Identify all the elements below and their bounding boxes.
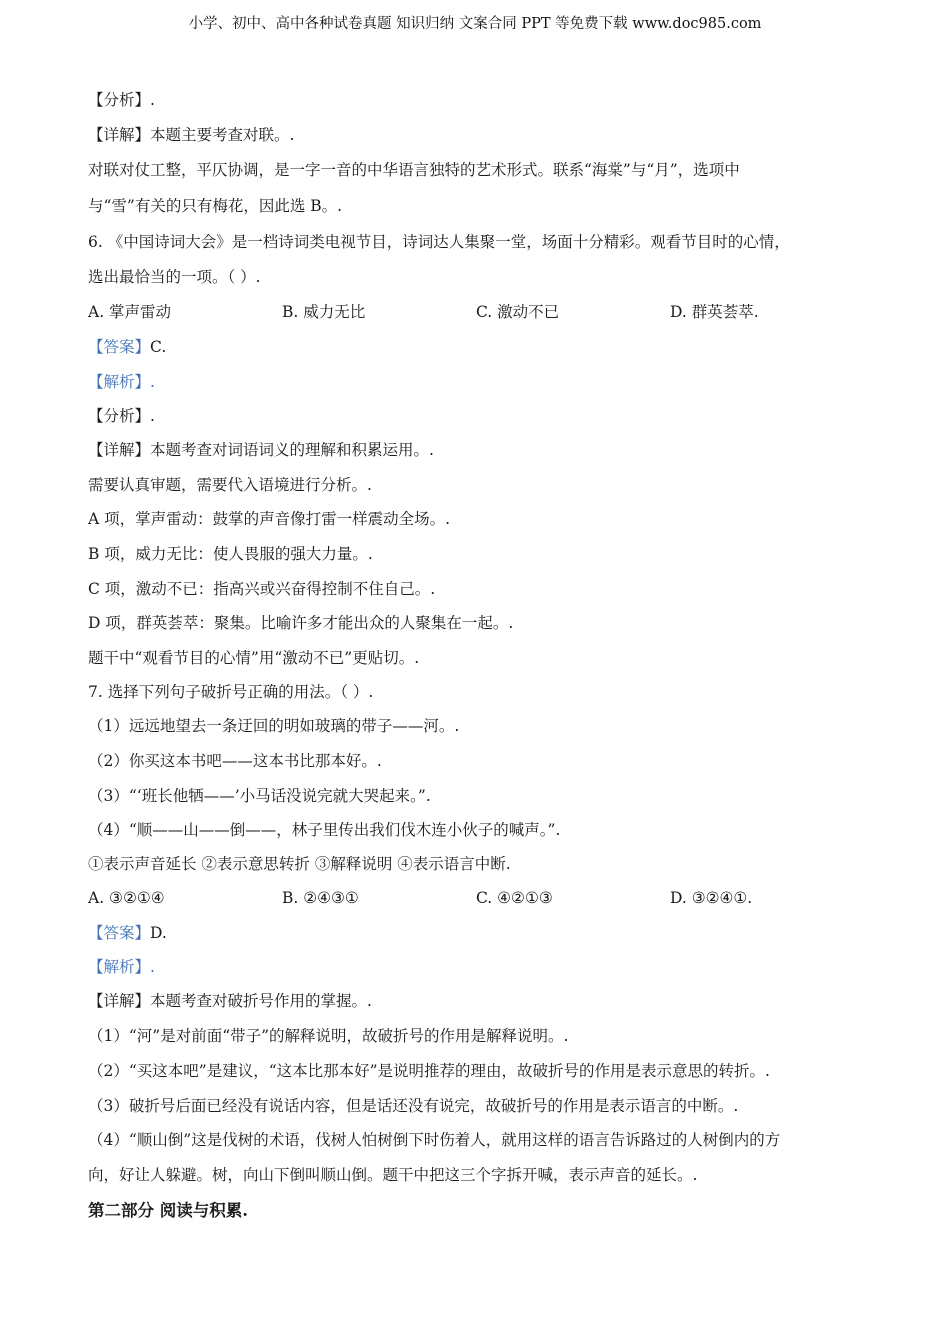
q6-analysis-line-5: D 项，群英荟萃：聚集。比喻许多才能出众的人聚集在一起。. (88, 614, 514, 632)
q7-answer-label: 【答案】 (88, 924, 151, 942)
q6-xiangjie: 【详解】本题考查对词语词义的理解和积累运用。. (88, 441, 434, 459)
page-header: 小学、初中、高中各种试卷真题 知识归纳 文案合同 PPT 等免费下载 www.doc985.com (188, 16, 762, 32)
q7-stem: 7. 选择下列句子破折号正确的用法。（ ）. (88, 683, 374, 701)
q6-option-c: C. 激动不已 (476, 303, 560, 321)
q6-analysis-line-6: 题干中“观看节目的心情”用“激动不已”更贴切。. (88, 649, 420, 667)
q7-xiangjie: 【详解】本题考查对破折号作用的掌握。. (88, 992, 372, 1010)
q7-options (88, 888, 868, 908)
q7-option-a: A. ③②①④ (88, 889, 165, 907)
q6-analysis-line-4: C 项，激动不已：指高兴或兴奋得控制不住自己。. (88, 580, 436, 598)
q6-analysis-line-2: A 项，掌声雷动：鼓掌的声音像打雷一样震动全场。. (88, 510, 451, 528)
q6-analysis-line-3: B 项，威力无比：使人畏服的强大力量。. (88, 545, 373, 563)
section-heading: 第二部分 阅读与积累. (88, 1201, 248, 1220)
q7-answer-value: D. (150, 924, 167, 942)
q7-option-c: C. ④②①③ (476, 889, 553, 907)
q6-options (88, 302, 868, 322)
q6-answer (88, 337, 166, 357)
q7-jiexi: 【解析】. (88, 958, 155, 976)
q7-analysis-line-4: （4）“顺山倒”这是伐树的术语，伐树人怕树倒下时伤着人，就用这样的语言告诉路过的人树倒内的方 (88, 1131, 781, 1149)
q6-option-a: A. 掌声雷动 (88, 303, 172, 321)
prev-body-line-2: 与“雪”有关的只有梅花，因此选 B。. (88, 197, 343, 215)
q7-analysis-line-5: 向，好让人躲避。树，向山下倒叫顺山倒。题干中把这三个字拆开喊，表示声音的延长。. (88, 1166, 698, 1184)
q6-answer-label: 【答案】 (88, 338, 151, 356)
q6-fenxi: 【分析】. (88, 407, 155, 425)
q7-sentence-3: （3）“‘班长他牺——’小马话没说完就大哭起来。”. (88, 787, 431, 805)
q6-jiexi: 【解析】. (88, 373, 155, 391)
q6-analysis-line-1: 需要认真审题，需要代入语境进行分析。. (88, 476, 372, 494)
q7-usages: ①表示声音延长 ②表示意思转折 ③解释说明 ④表示语言中断. (88, 855, 511, 873)
q6-option-d: D. 群英荟萃. (670, 303, 759, 321)
q7-analysis-line-1: （1）“河”是对前面“带子”的解释说明，故破折号的作用是解释说明。. (88, 1027, 569, 1045)
q7-sentence-1: （1）远远地望去一条迂回的明如玻璃的带子——河。. (88, 717, 460, 735)
q7-analysis-line-3: （3）破折号后面已经没有说话内容，但是话还没有说完，故破折号的作用是表示语言的中断。. (88, 1097, 739, 1115)
prev-body-line-1: 对联对仗工整，平仄协调，是一字一音的中华语言独特的艺术形式。联系“海棠”与“月”，选项中 (88, 161, 740, 179)
q7-sentence-4: （4）“顺——山——倒——，林子里传出我们伐木连小伙子的喊声。”. (88, 821, 561, 839)
q7-option-d: D. ③②④①. (670, 889, 753, 907)
q6-stem-line-2: 选出最恰当的一项。（ ）. (88, 268, 261, 286)
q7-option-b: B. ②④③① (282, 889, 359, 907)
prev-fenxi: 【分析】. (88, 91, 155, 109)
prev-xiangjie: 【详解】本题主要考查对联。. (88, 126, 295, 144)
q6-answer-value: C. (150, 338, 167, 356)
q6-stem-line-1: 6. 《中国诗词大会》是一档诗词类电视节目，诗词达人集聚一堂，场面十分精彩。观看节目时的心情， (88, 233, 790, 251)
q7-sentence-2: （2）你买这本书吧——这本书比那本好。. (88, 752, 382, 770)
q7-answer (88, 923, 167, 943)
q7-analysis-line-2: （2）“买这本吧”是建议，“这本比那本好”是说明推荐的理由，故破折号的作用是表示意思的转折。. (88, 1062, 770, 1080)
q6-option-b: B. 威力无比 (282, 303, 366, 321)
